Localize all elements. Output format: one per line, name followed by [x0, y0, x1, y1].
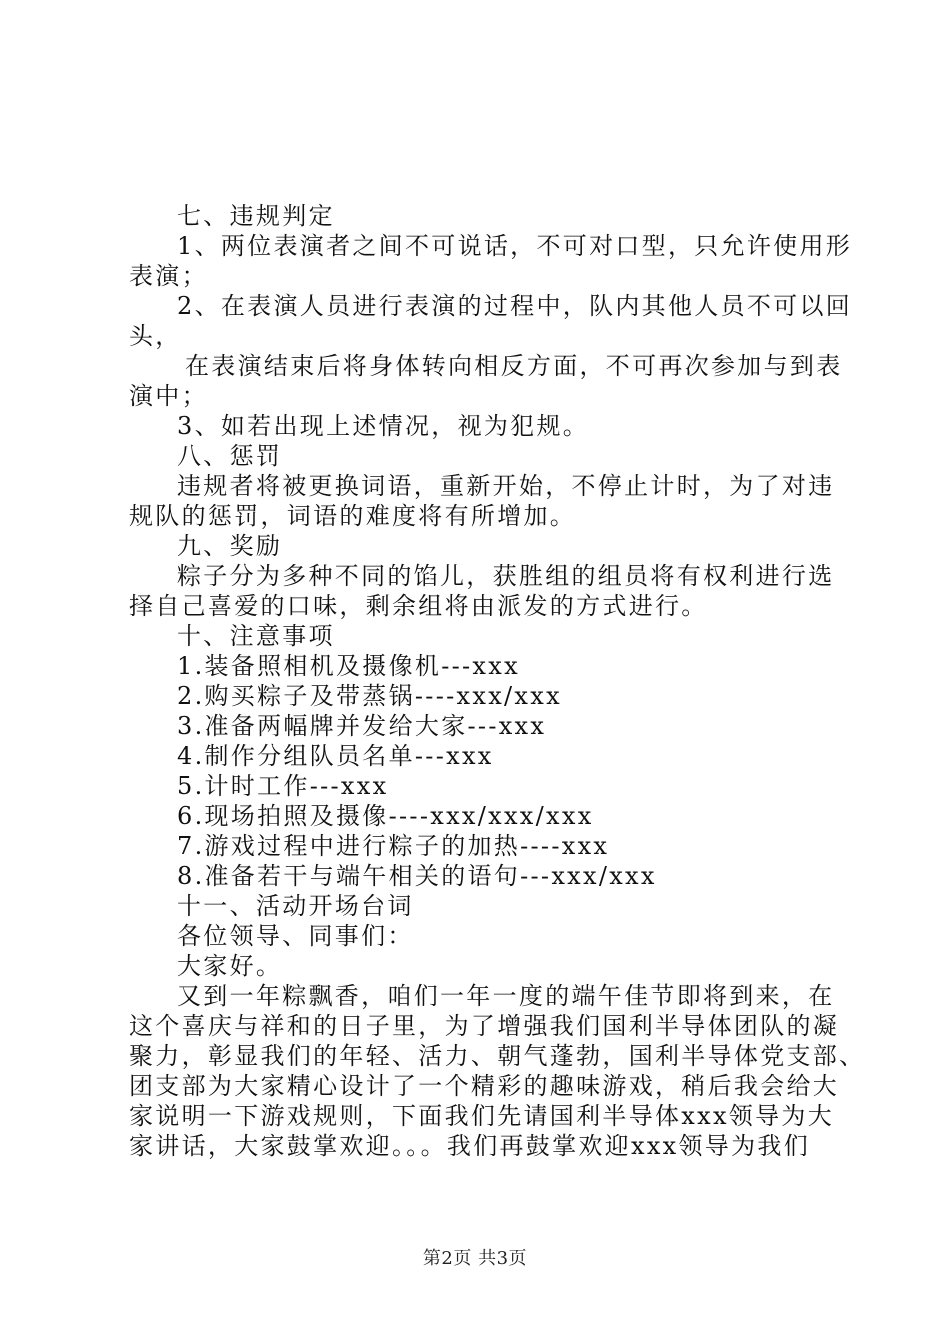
text-line: 1、两位表演者之间不可说话，不可对口型，只允许使用形: [177, 232, 853, 260]
section-heading: 九、奖励: [177, 532, 283, 560]
text-line: 粽子分为多种不同的馅儿，获胜组的组员将有权利进行选: [177, 562, 835, 590]
text-line: 团支部为大家精心设计了一个精彩的趣味游戏，稍后我会给大: [129, 1072, 840, 1100]
section-heading: 七、违规判定: [177, 202, 335, 230]
section-heading: 八、惩罚: [177, 442, 283, 470]
text-line: 头，: [129, 322, 182, 350]
text-line: 表演；: [129, 262, 208, 290]
text-line: 演中；: [129, 382, 208, 410]
list-item: 1.装备照相机及摄像机---xxx: [177, 652, 520, 680]
section-heading: 十一、活动开场台词: [177, 892, 414, 920]
text-line: 规队的惩罚，词语的难度将有所增加。: [129, 502, 577, 530]
text-line: 这个喜庆与祥和的日子里，为了增强我们国利半导体团队的凝: [129, 1012, 840, 1040]
text-line: 择自己喜爱的口味，剩余组将由派发的方式进行。: [129, 592, 708, 620]
list-item: 3.准备两幅牌并发给大家---xxx: [177, 712, 547, 740]
text-line: 3、如若出现上述情况，视为犯规。: [177, 412, 590, 440]
page-number-footer: 第2页 共3页: [422, 1248, 528, 1269]
text-line: 又到一年粽飘香，咱们一年一度的端午佳节即将到来，在: [177, 982, 835, 1010]
list-item: 7.游戏过程中进行粽子的加热----xxx: [177, 832, 610, 860]
list-item: 4.制作分组队员名单---xxx: [177, 742, 494, 770]
document-body: [129, 201, 866, 1161]
text-line: 各位领导、同事们：: [177, 922, 414, 950]
list-item: 8.准备若干与端午相关的语句---xxx/xxx: [177, 862, 657, 890]
text-line: 违规者将被更换词语，重新开始，不停止计时，为了对违: [177, 472, 835, 500]
text-line: 家说明一下游戏规则，下面我们先请国利半导体xxx领导为大: [129, 1102, 835, 1130]
section-heading: 十、注意事项: [177, 622, 335, 650]
text-line: 聚力，彰显我们的年轻、活力、朝气蓬勃，国利半导体党支部、: [129, 1042, 866, 1070]
list-item: 2.购买粽子及带蒸锅----xxx/xxx: [177, 682, 562, 710]
text-line: 家讲话，大家鼓掌欢迎。。。我们再鼓掌欢迎xxx领导为我们: [129, 1132, 811, 1160]
text-line: 大家好。: [177, 952, 283, 980]
text-line: 2、在表演人员进行表演的过程中，队内其他人员不可以回: [177, 292, 853, 320]
text-line: 在表演结束后将身体转向相反方面，不可再次参加与到表: [185, 352, 843, 380]
list-item: 6.现场拍照及摄像----xxx/xxx/xxx: [177, 802, 594, 830]
list-item: 5.计时工作---xxx: [177, 772, 389, 800]
